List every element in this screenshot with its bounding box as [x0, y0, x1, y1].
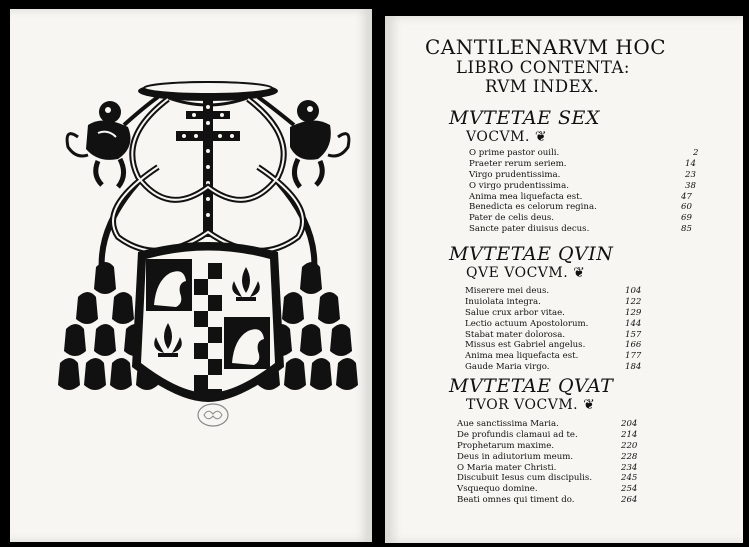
- index-title: [425, 36, 725, 96]
- section-heading-line1: MVTETAE QVIN: [449, 243, 614, 265]
- toc-list: [457, 419, 737, 506]
- library-stamp-icon: [196, 402, 230, 428]
- toc-entry[interactable]: O prime pastor ouili. 2: [469, 148, 699, 158]
- toc-entry[interactable]: Salue crux arbor vitae. 129: [465, 307, 642, 318]
- toc-entry[interactable]: Vsquequo domine. 254: [457, 484, 638, 495]
- toc-entry[interactable]: Missus est Gabriel angelus. 166: [465, 340, 642, 351]
- toc-entry[interactable]: Inuiolata integra. 122: [465, 296, 642, 307]
- toc-entry[interactable]: Pater de celis deus. 69: [469, 213, 692, 224]
- toc-entry[interactable]: Beati omnes qui timent do. 264: [457, 495, 638, 506]
- toc-entry[interactable]: De profundis clamaui ad te. 214: [457, 429, 638, 440]
- toc-entry[interactable]: Gaude Maria virgo. 184: [465, 362, 642, 373]
- toc-entry[interactable]: O virgo prudentissima. 38: [469, 180, 696, 191]
- toc-entry[interactable]: Praeter rerum seriem. 14: [469, 158, 696, 169]
- toc-entry[interactable]: Discubuit Iesus cum discipulis. 245: [457, 473, 638, 484]
- toc-entry[interactable]: Anima mea liquefacta est. 47: [469, 191, 692, 202]
- index-title-line1: CANTILENARVM HOC: [425, 35, 667, 59]
- toc-entry[interactable]: Stabat mater dolorosa. 157: [465, 329, 642, 340]
- toc-entry[interactable]: Virgo prudentissima. 23: [469, 169, 696, 180]
- toc-entry[interactable]: Anima mea liquefacta est. 177: [465, 351, 642, 362]
- toc-entry[interactable]: Lectio actuum Apostolorum. 144: [465, 318, 642, 329]
- toc-entry[interactable]: Aue sanctissima Maria. 204: [457, 419, 638, 429]
- toc-entry[interactable]: O Maria mater Christi. 234: [457, 462, 638, 473]
- section-heading: [449, 108, 600, 145]
- section-heading-line1: MVTETAE QVAT: [449, 375, 614, 397]
- section-heading-line1: MVTETAE SEX: [449, 107, 600, 129]
- toc-list: [465, 286, 725, 373]
- toc-entry[interactable]: Miserere mei deus. 104: [465, 286, 642, 296]
- fleuron-leaf-icon: ❦: [583, 397, 596, 413]
- section-heading: [449, 244, 613, 281]
- section-heading-line2: QVE VOCVM. ❦: [466, 265, 586, 281]
- toc-list: [469, 148, 709, 235]
- toc-entry[interactable]: Deus in adiutorium meum. 228: [457, 451, 638, 462]
- toc-entry[interactable]: Prophetarum maxime. 220: [457, 440, 638, 451]
- toc-entry[interactable]: Benedicta es celorum regina. 60: [469, 202, 692, 213]
- fleuron-leaf-icon: ❦: [573, 265, 586, 281]
- section-heading: [449, 376, 613, 413]
- coat-of-arms-icon: [58, 67, 358, 412]
- section-heading-line2: TVOR VOCVM. ❦: [466, 397, 596, 413]
- index-title-line3: RVM INDEX.: [485, 77, 600, 96]
- index-title-line2: LIBRO CONTENTA:: [456, 58, 630, 77]
- toc-entry[interactable]: Sancte pater diuisus decus. 85: [469, 224, 692, 235]
- left-page: [10, 9, 372, 542]
- fleuron-leaf-icon: ❦: [534, 129, 548, 145]
- section-heading-line2: VOCVM. ❦: [466, 129, 548, 145]
- right-page: [385, 16, 743, 543]
